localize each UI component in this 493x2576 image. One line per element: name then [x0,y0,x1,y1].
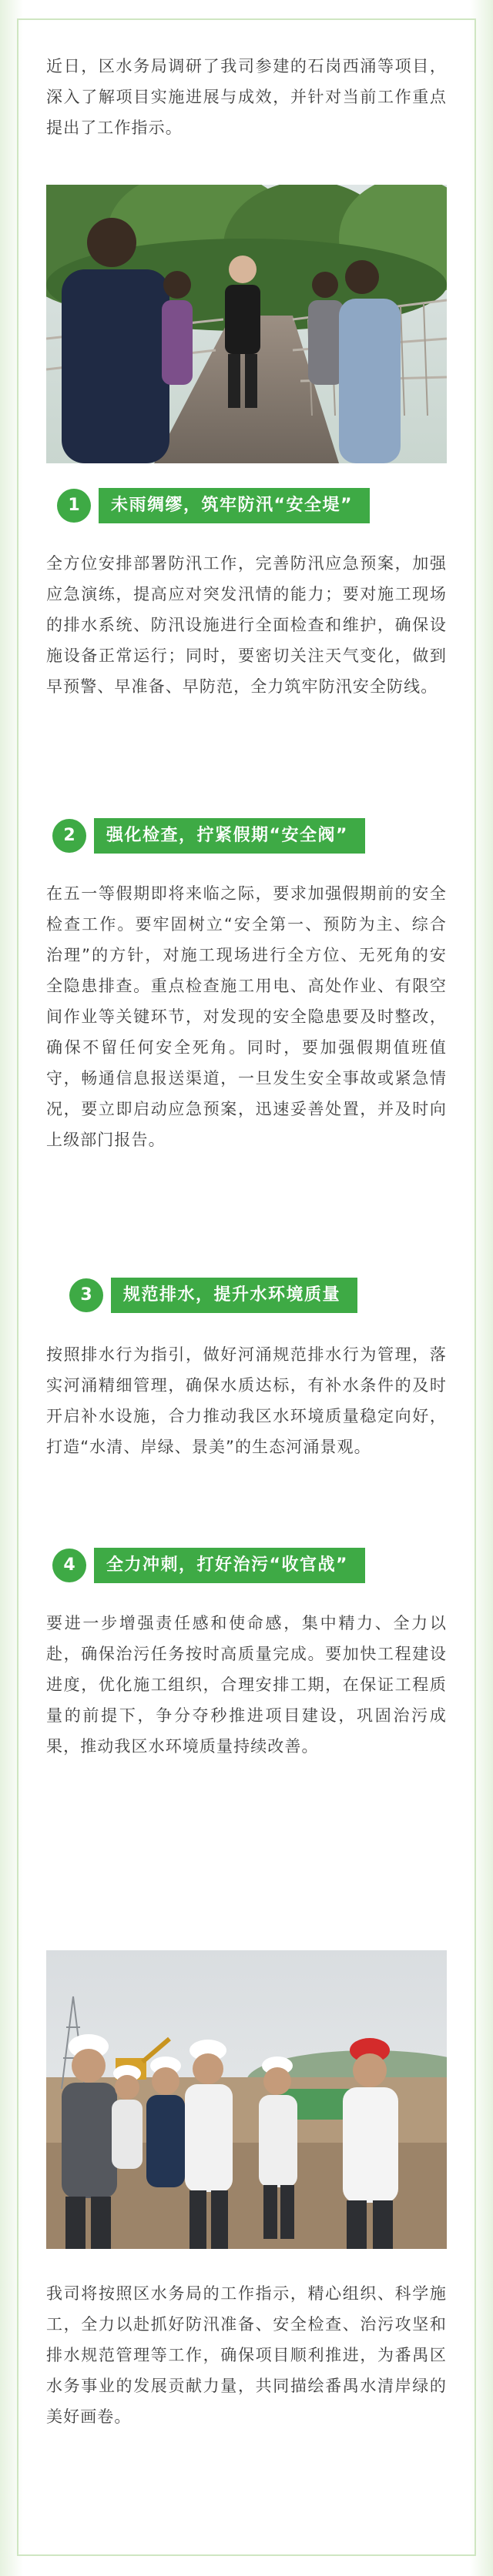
section-4-header [52,1548,422,1583]
section-1-title: 未雨绸缪，筑牢防汛“安全堤” [99,488,370,523]
section-4-number: 4 [52,1549,86,1582]
section-2-title: 强化检查，拧紧假期“安全阀” [94,818,365,854]
section-1-number: 1 [57,489,91,523]
intro-paragraph: 近日，区水务局调研了我司参建的石岗西涌等项目，深入了解项目实施进展与成效，并针对当前工作重点提出了工作指示。 [46,57,447,137]
section-1-header [57,488,427,523]
section-3-header [69,1278,424,1313]
inspection-photo-site [46,1950,447,2249]
section-1-body-block [46,548,447,702]
inspection-photo-bridge [46,185,447,463]
section-3-number: 3 [69,1278,103,1312]
section-3-body-block [46,1339,447,1462]
section-3-title: 规范排水，提升水环境质量 [111,1278,357,1313]
section-2-body: 在五一等假期即将来临之际，要求加强假期前的安全检查工作。要牢固树立“安全第一、预防为主、综合治理”的方针，对施工现场进行全方位、无死角的安全隐患排查。重点检查施工用电、高处作业、有限空间作业等关键环节，对发现的安全隐患要及时整改，确保不留任何安全死角。同时，要加强假期值班值守，畅通信息报送渠道，一旦发生安全事故或紧急情况，要立即启动应急预案，迅速妥善处置，并及时向上级部门报告。 [46,884,447,1149]
section-2-header [52,818,422,854]
closing-block [46,2278,447,2432]
section-2-number: 2 [52,819,86,853]
section-3-body: 按照排水行为指引，做好河涌规范排水行为管理，落实河涌精细管理，确保水质达标，有补水条件的及时开启补水设施，合力推动我区水环境质量稳定向好，打造“水清、岸绿、景美”的生态河涌景观。 [46,1345,447,1456]
intro-block [46,51,447,143]
section-4-body-block [46,1608,447,1762]
section-4-body: 要进一步增强责任感和使命感，集中精力、全力以赴，确保治污任务按时高质量完成。要加快工程建设进度，优化施工组织，合理安排工期，在保证工程质量的前提下，争分夺秒推进项目建设，巩固治污成果，推动我区水环境质量持续改善。 [46,1614,447,1756]
section-4-title: 全力冲刺，打好治污“收官战” [94,1548,365,1583]
section-1-body: 全方位安排部署防汛工作，完善防汛应急预案，加强应急演练，提高应对突发汛情的能力；要对施工现场的排水系统、防汛设施进行全面检查和维护，确保设施设备正常运行；同时，要密切关注天气变化，做到早预警、早准备、早防范，全力筑牢防汛安全防线。 [46,554,447,696]
section-2-body-block [46,878,447,1155]
closing-paragraph: 我司将按照区水务局的工作指示，精心组织、科学施工，全力以赴抓好防汛准备、安全检查、治污攻坚和排水规范管理等工作，确保项目顺利推进，为番禺区水务事业的发展贡献力量，共同描绘番禺水清岸绿的美好画卷。 [46,2284,447,2426]
